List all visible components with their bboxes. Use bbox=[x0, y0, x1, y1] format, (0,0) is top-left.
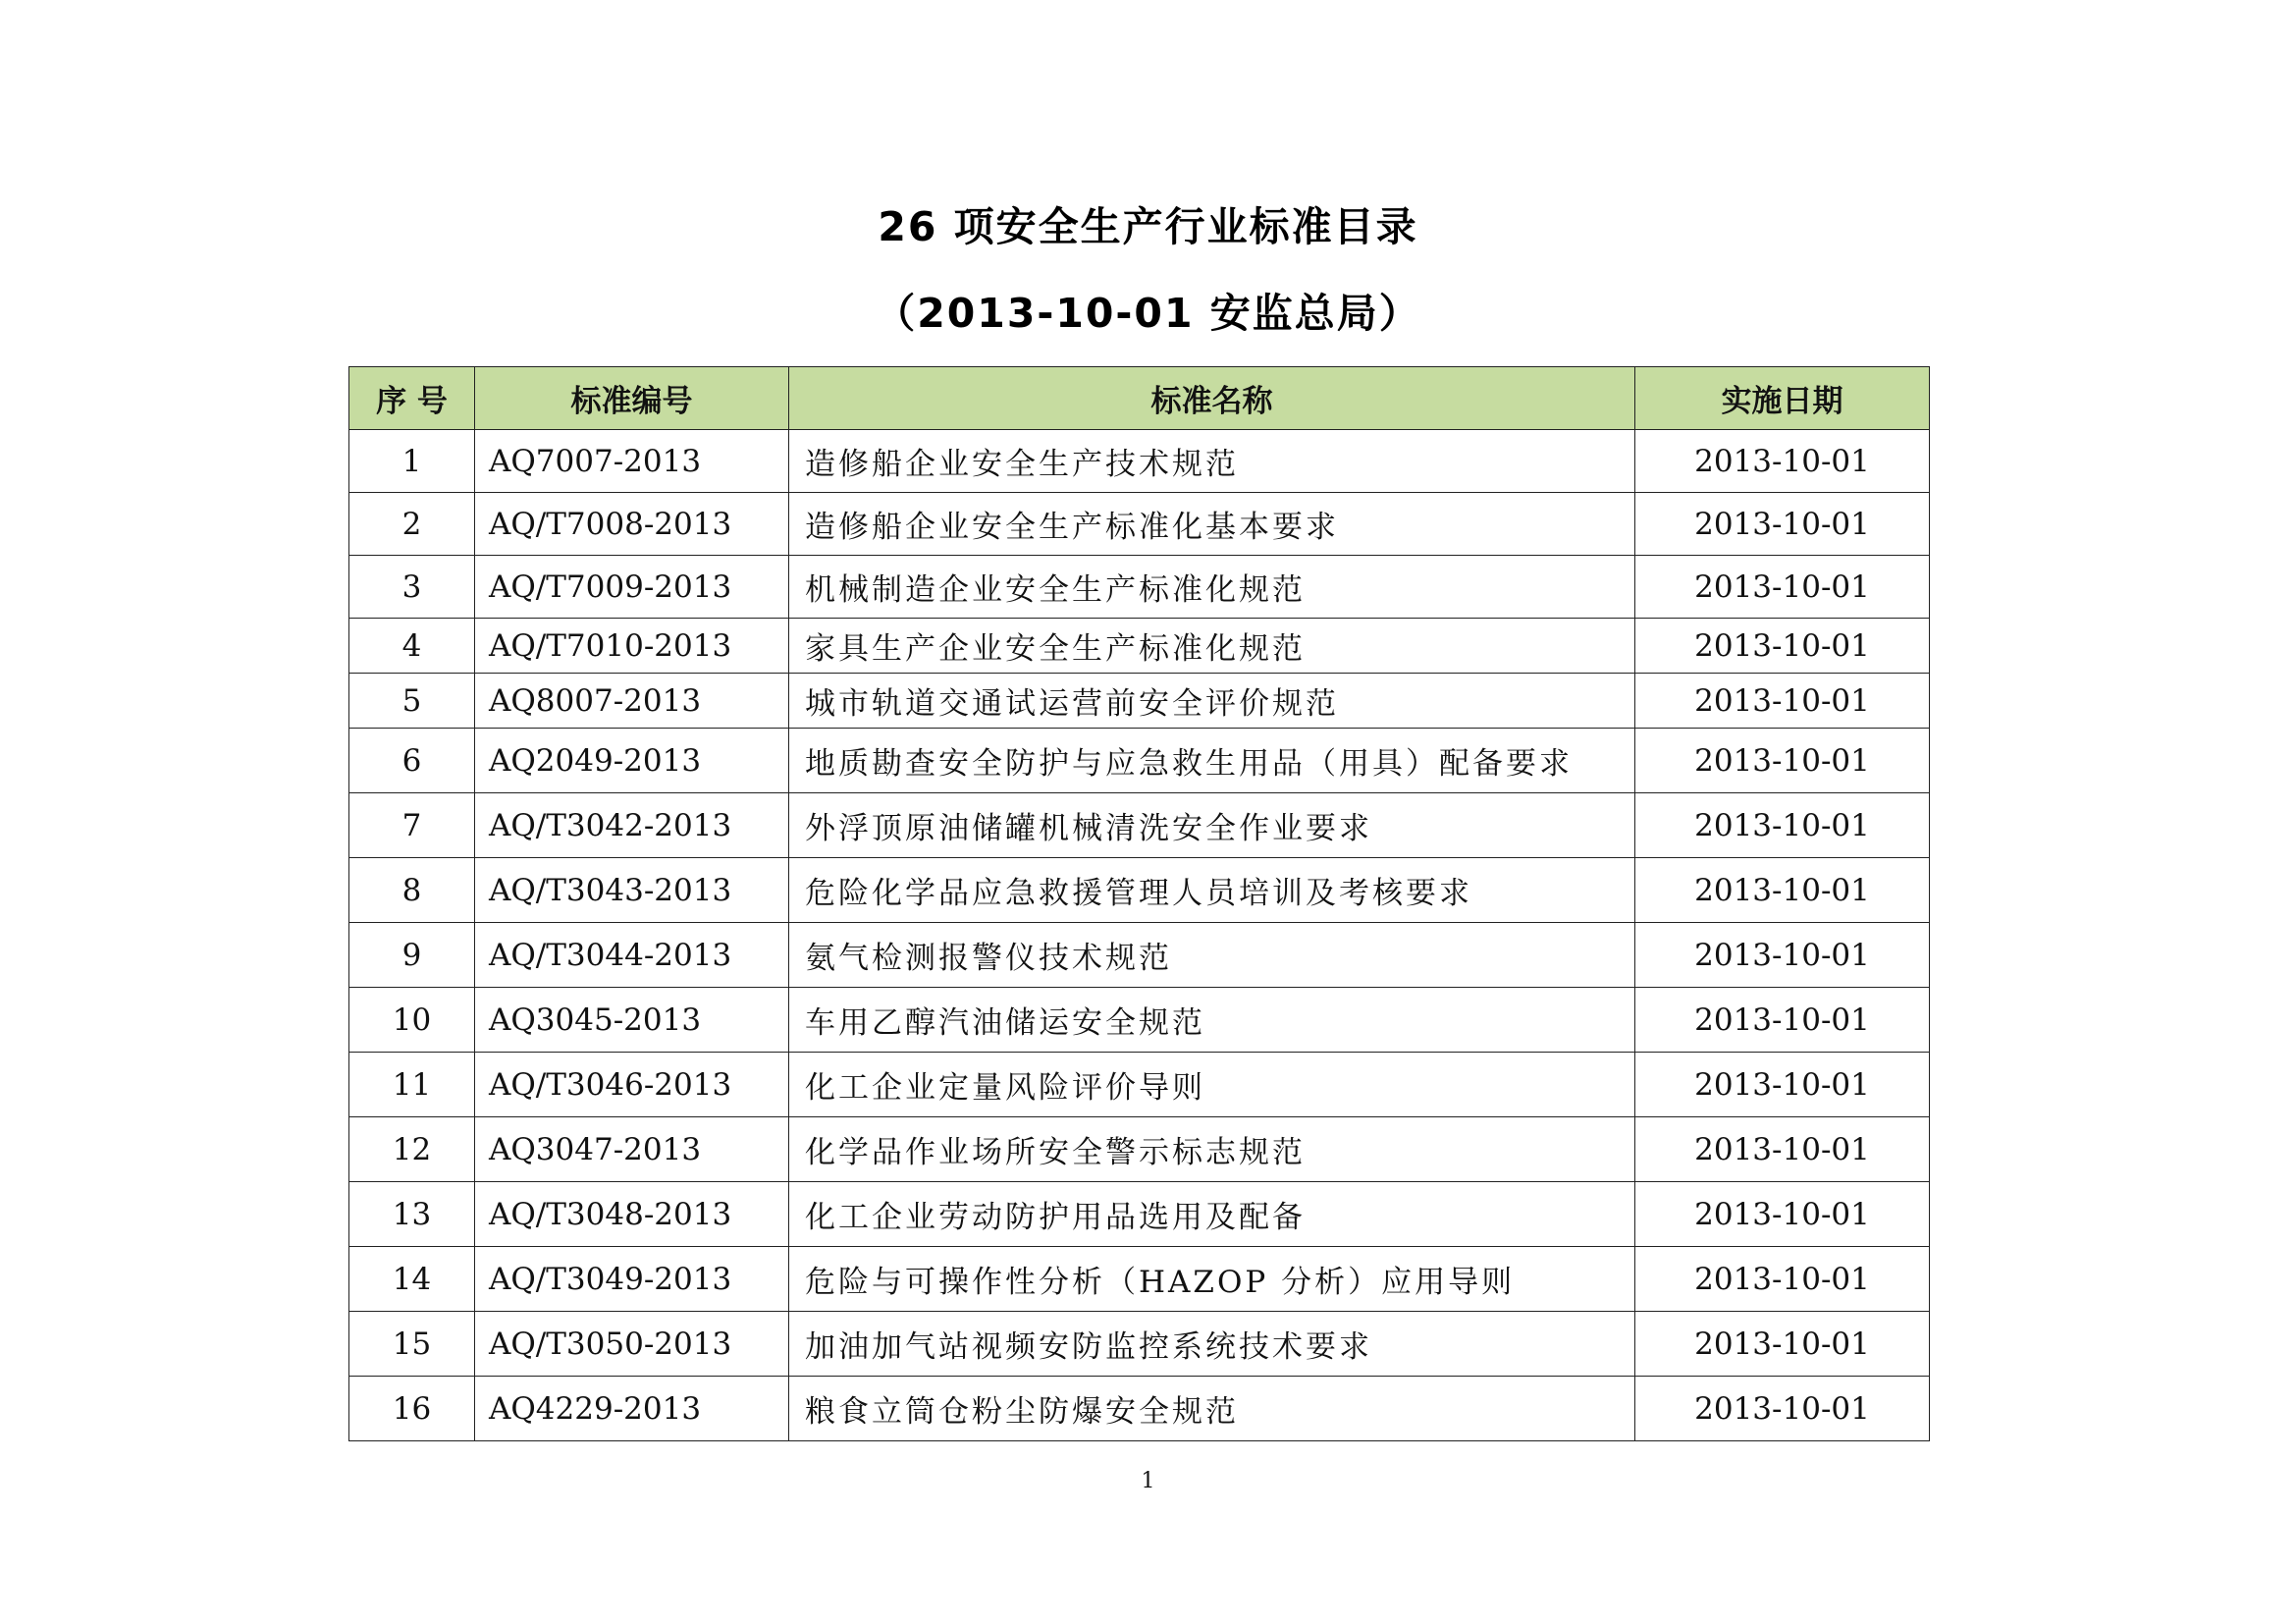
row-name: 粮食立筒仓粉尘防爆安全规范 bbox=[789, 1377, 1635, 1441]
header-name: 标准名称 bbox=[789, 367, 1635, 430]
table-row bbox=[349, 793, 1930, 858]
table-row bbox=[349, 1247, 1930, 1312]
row-code: AQ/T3049-2013 bbox=[475, 1247, 789, 1312]
row-code: AQ3047-2013 bbox=[475, 1117, 789, 1182]
page-title: 26 项安全生产行业标准目录 bbox=[878, 203, 1418, 250]
row-date: 2013-10-01 bbox=[1635, 923, 1930, 988]
row-name: 造修船企业安全生产标准化基本要求 bbox=[789, 493, 1635, 556]
row-name: 车用乙醇汽油储运安全规范 bbox=[789, 988, 1635, 1053]
table-row bbox=[349, 923, 1930, 988]
row-index: 14 bbox=[349, 1247, 475, 1312]
row-index: 7 bbox=[349, 793, 475, 858]
row-code: AQ2049-2013 bbox=[475, 729, 789, 793]
table-row bbox=[349, 493, 1930, 556]
row-index: 15 bbox=[349, 1312, 475, 1377]
row-code: AQ/T3050-2013 bbox=[475, 1312, 789, 1377]
table-row bbox=[349, 674, 1930, 729]
row-name: 加油加气站视频安防监控系统技术要求 bbox=[789, 1312, 1635, 1377]
row-date: 2013-10-01 bbox=[1635, 1312, 1930, 1377]
table-row bbox=[349, 1312, 1930, 1377]
row-code: AQ/T7010-2013 bbox=[475, 619, 789, 674]
row-code: AQ/T3042-2013 bbox=[475, 793, 789, 858]
row-date: 2013-10-01 bbox=[1635, 1117, 1930, 1182]
row-index: 8 bbox=[349, 858, 475, 923]
table-row bbox=[349, 858, 1930, 923]
row-name: 化工企业劳动防护用品选用及配备 bbox=[789, 1182, 1635, 1247]
row-date: 2013-10-01 bbox=[1635, 619, 1930, 674]
row-code: AQ/T3046-2013 bbox=[475, 1053, 789, 1117]
header-index: 序 号 bbox=[349, 367, 475, 430]
row-index: 16 bbox=[349, 1377, 475, 1441]
row-index: 12 bbox=[349, 1117, 475, 1182]
row-code: AQ/T3044-2013 bbox=[475, 923, 789, 988]
row-date: 2013-10-01 bbox=[1635, 1053, 1930, 1117]
row-index: 9 bbox=[349, 923, 475, 988]
row-code: AQ8007-2013 bbox=[475, 674, 789, 729]
row-code: AQ3045-2013 bbox=[475, 988, 789, 1053]
table-row bbox=[349, 430, 1930, 493]
row-date: 2013-10-01 bbox=[1635, 1247, 1930, 1312]
row-date: 2013-10-01 bbox=[1635, 674, 1930, 729]
row-name: 机械制造企业安全生产标准化规范 bbox=[789, 556, 1635, 619]
row-index: 3 bbox=[349, 556, 475, 619]
row-name: 危险与可操作性分析（HAZOP 分析）应用导则 bbox=[789, 1247, 1635, 1312]
row-index: 6 bbox=[349, 729, 475, 793]
row-date: 2013-10-01 bbox=[1635, 858, 1930, 923]
standards-table bbox=[348, 366, 1930, 1441]
table-row bbox=[349, 1053, 1930, 1117]
row-code: AQ/T7009-2013 bbox=[475, 556, 789, 619]
table-header-row bbox=[349, 367, 1930, 430]
row-name: 化工企业定量风险评价导则 bbox=[789, 1053, 1635, 1117]
row-name: 外浮顶原油储罐机械清洗安全作业要求 bbox=[789, 793, 1635, 858]
table-row bbox=[349, 988, 1930, 1053]
row-date: 2013-10-01 bbox=[1635, 988, 1930, 1053]
row-index: 5 bbox=[349, 674, 475, 729]
row-date: 2013-10-01 bbox=[1635, 793, 1930, 858]
table-row bbox=[349, 1377, 1930, 1441]
page-number: 1 bbox=[1141, 1469, 1155, 1493]
table-row bbox=[349, 619, 1930, 674]
row-date: 2013-10-01 bbox=[1635, 729, 1930, 793]
header-date: 实施日期 bbox=[1635, 367, 1930, 430]
row-index: 1 bbox=[349, 430, 475, 493]
page-subtitle: （2013-10-01 安监总局） bbox=[875, 290, 1421, 337]
row-name: 化学品作业场所安全警示标志规范 bbox=[789, 1117, 1635, 1182]
table-row bbox=[349, 1182, 1930, 1247]
row-name: 地质勘查安全防护与应急救生用品（用具）配备要求 bbox=[789, 729, 1635, 793]
table-row bbox=[349, 1117, 1930, 1182]
row-date: 2013-10-01 bbox=[1635, 1182, 1930, 1247]
row-code: AQ/T7008-2013 bbox=[475, 493, 789, 556]
row-date: 2013-10-01 bbox=[1635, 1377, 1930, 1441]
row-index: 2 bbox=[349, 493, 475, 556]
row-index: 10 bbox=[349, 988, 475, 1053]
table-row bbox=[349, 729, 1930, 793]
row-name: 氨气检测报警仪技术规范 bbox=[789, 923, 1635, 988]
table-row bbox=[349, 556, 1930, 619]
row-index: 4 bbox=[349, 619, 475, 674]
row-index: 11 bbox=[349, 1053, 475, 1117]
row-name: 城市轨道交通试运营前安全评价规范 bbox=[789, 674, 1635, 729]
row-code: AQ4229-2013 bbox=[475, 1377, 789, 1441]
row-code: AQ7007-2013 bbox=[475, 430, 789, 493]
row-date: 2013-10-01 bbox=[1635, 493, 1930, 556]
row-name: 家具生产企业安全生产标准化规范 bbox=[789, 619, 1635, 674]
row-name: 危险化学品应急救援管理人员培训及考核要求 bbox=[789, 858, 1635, 923]
row-code: AQ/T3043-2013 bbox=[475, 858, 789, 923]
row-date: 2013-10-01 bbox=[1635, 430, 1930, 493]
row-name: 造修船企业安全生产技术规范 bbox=[789, 430, 1635, 493]
header-code: 标准编号 bbox=[475, 367, 789, 430]
row-code: AQ/T3048-2013 bbox=[475, 1182, 789, 1247]
row-date: 2013-10-01 bbox=[1635, 556, 1930, 619]
row-index: 13 bbox=[349, 1182, 475, 1247]
